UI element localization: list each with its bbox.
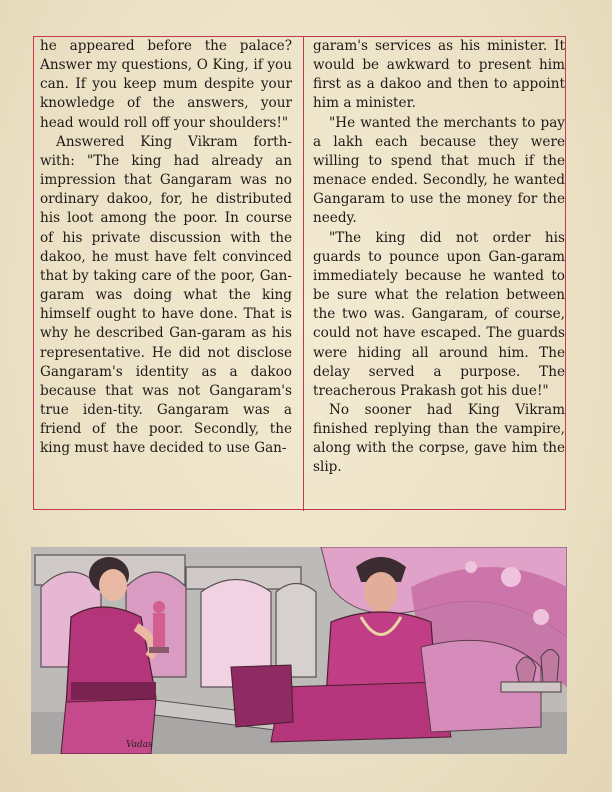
column-divider	[303, 37, 304, 511]
right-paragraph-2: "He wanted the merchants to pay a lakh each because they were willing to spend that much if the menace ended. Secondly, he wanted Gangaram to use the money for the needy.	[313, 114, 565, 227]
illustration-drawing	[31, 547, 567, 754]
left-paragraph-1: he appeared before the palace? Answer my questions, O King, if you can. If you keep mum despite your knowledge of the answers, your head would roll off your shoulders!"	[40, 38, 292, 131]
story-illustration	[31, 547, 567, 754]
story-text-frame	[33, 36, 566, 510]
right-paragraph-3: "The king did not order his guards to pounce upon Gan-garam immediately because he wanted to be sure what the relation between the two was. Gangaram, of course, could not have escaped. The guards were hiding all around him. The delay served a purpose. The treacherous Prakash got his due!"	[313, 229, 565, 399]
left-paragraph-2: Answered King Vikram forth-with: "The king had already an impression that Gangaram was no ordinary dakoo, for, he distributed his loot among the poor. In course of his private discussion with the dakoo, he must have felt convinced that by taking care of the poor, Gan-garam was doing what the king himself ought to have done. That is why he described Gan-garam as his representative. He did not disclose Gangaram's identity as a dakoo because that was not Gangaram's true iden-tity. Gangaram was a friend of the poor. Secondly, the king must have decided to use Gan-	[40, 133, 292, 457]
right-paragraph-1: garam's services as his minister. It would be awkward to present him first as a dakoo and then to appoint him a minister.	[313, 38, 565, 112]
left-text-column	[40, 37, 292, 458]
right-text-column	[313, 37, 565, 478]
right-paragraph-4: No sooner had King Vikram finished replying than the vampire, along with the corpse, gave him the slip.	[313, 401, 565, 476]
artist-signature: Vadas	[126, 740, 153, 750]
